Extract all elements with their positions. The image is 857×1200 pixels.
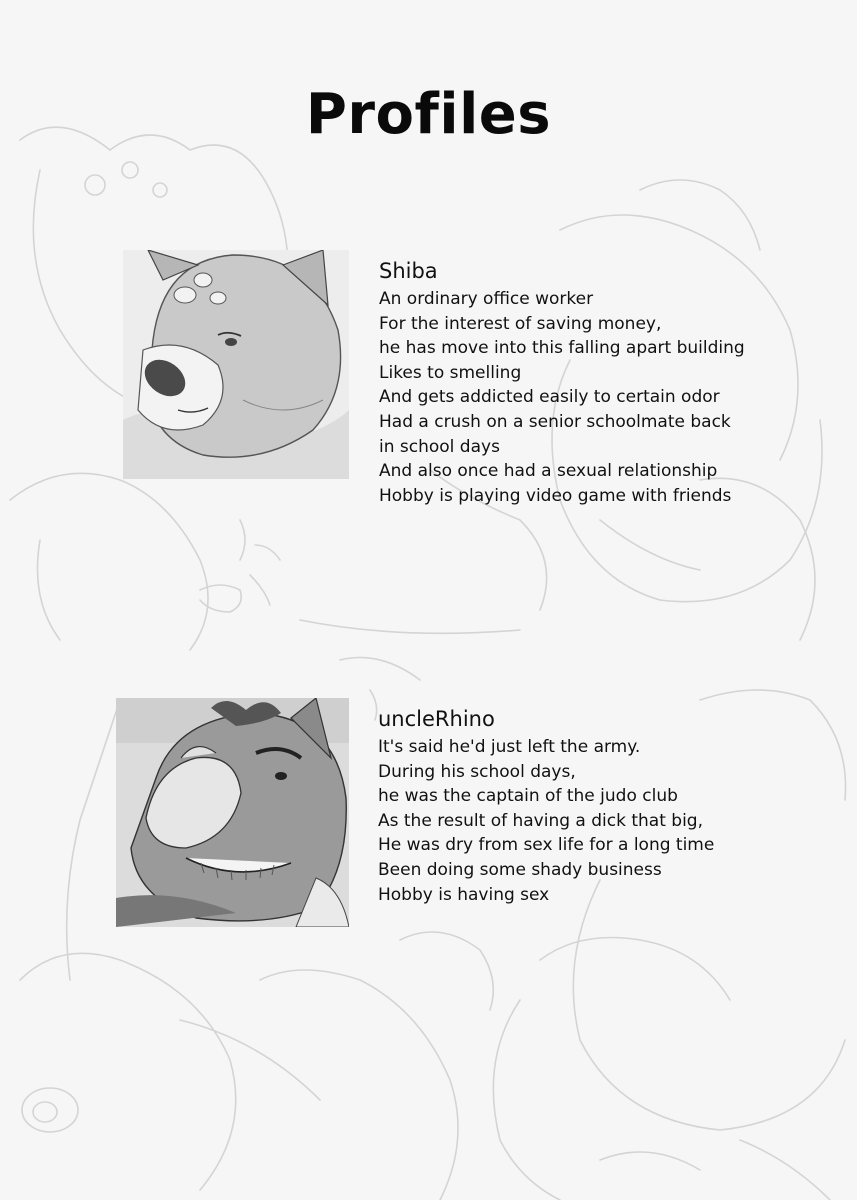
uncle-rhino-profile [378, 705, 714, 907]
shiba-portrait [123, 250, 349, 479]
profile-line: And also once had a sexual relationship [379, 461, 718, 482]
profile-line: For the interest of saving money, [379, 313, 662, 334]
profile-name: Shiba [379, 259, 438, 283]
profile-line: And gets addicted easily to certain odor [379, 387, 720, 408]
page-title: Profiles [305, 82, 552, 147]
profile-line: Had a crush on a senior schoolmate back [379, 411, 731, 432]
profile-line: in school days [379, 436, 500, 457]
profile-line: It's said he'd just left the army. [378, 737, 641, 757]
profile-line: he was the captain of the judo club [378, 786, 678, 807]
shiba-profile [379, 257, 745, 508]
profile-line: he has move into this falling apart building [379, 338, 745, 359]
profile-line: During his school days, [378, 761, 576, 782]
profile-line: Likes to smelling [379, 362, 522, 383]
profile-line: As the result of having a dick that big, [378, 810, 703, 831]
profile-name: uncleRhino [378, 707, 495, 731]
profile-line: Hobby is having sex [378, 884, 550, 905]
uncle-rhino-portrait [116, 698, 349, 927]
profile-line: An ordinary office worker [379, 289, 594, 309]
profile-line: Been doing some shady business [378, 859, 662, 880]
profile-line: Hobby is playing video game with friends [379, 485, 732, 506]
profile-line: He was dry from sex life for a long time [378, 835, 715, 856]
